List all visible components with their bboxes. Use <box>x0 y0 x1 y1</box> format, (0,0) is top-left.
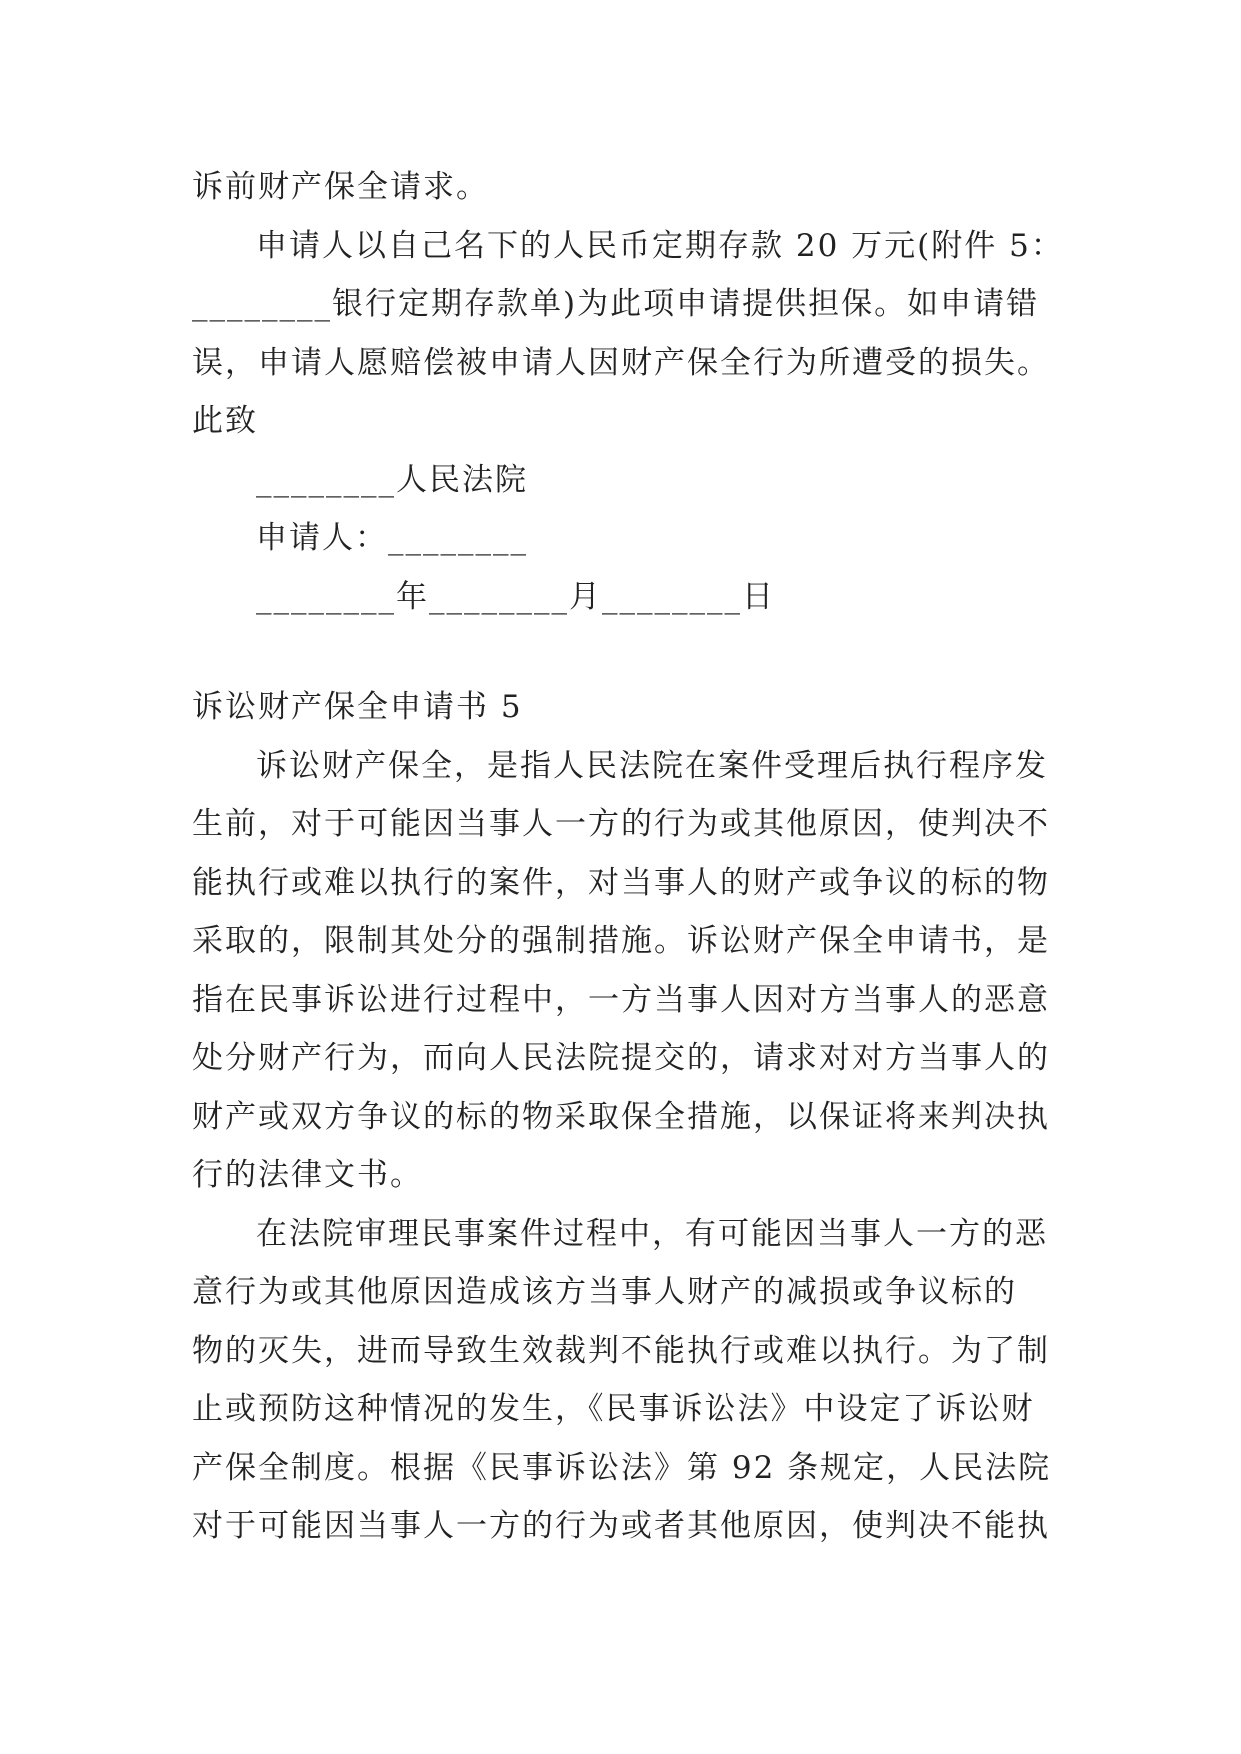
court-name: ________人民法院 <box>256 461 528 498</box>
paragraph-line: 诉讼财产保全，是指人民法院在案件受理后执行程序发 <box>256 747 1048 784</box>
paragraph-line: 止或预防这种情况的发生，《民事诉讼法》中设定了诉讼财 <box>192 1391 1035 1427</box>
paragraph-line: 对于可能因当事人一方的行为或者其他原因，使判决不能执 <box>192 1508 1050 1544</box>
paragraph-line: 采取的，限制其处分的强制措施。诉讼财产保全申请书，是 <box>192 923 1050 959</box>
paragraph-line: 处分财产行为，而向人民法院提交的，请求对对方当事人的 <box>192 1040 1050 1076</box>
section-title: 诉讼财产保全申请书 5 <box>192 689 523 725</box>
paragraph-line: 行的法律文书。 <box>192 1157 423 1193</box>
closing-salutation: 此致 <box>192 403 258 439</box>
paragraph-line: 误，申请人愿赔偿被申请人因财产保全行为所遭受的损失。 <box>192 344 1050 381</box>
paragraph-line: 在法院审理民事案件过程中，有可能因当事人一方的恶 <box>256 1215 1048 1252</box>
paragraph-line: 物的灭失，进而导致生效裁判不能执行或难以执行。为了制 <box>192 1332 1050 1369</box>
date-line: ________年________月________日 <box>256 578 775 615</box>
applicant-signature: 申请人：________ <box>256 520 528 556</box>
paragraph-line: 财产或双方争议的标的物采取保全措施，以保证将来判决执 <box>192 1098 1050 1135</box>
paragraph-line: ________银行定期存款单)为此项申请提供担保。如申请错 <box>192 286 1040 322</box>
paragraph-line: 意行为或其他原因造成该方当事人财产的减损或争议标的 <box>192 1274 1017 1310</box>
paragraph-line: 指在民事诉讼进行过程中，一方当事人因对方当事人的恶意 <box>192 981 1050 1018</box>
document-page <box>192 158 1072 1556</box>
paragraph-line: 产保全制度。根据《民事诉讼法》第 92 条规定，人民法院 <box>192 1449 1052 1486</box>
paragraph-line: 能执行或难以执行的案件，对当事人的财产或争议的标的物 <box>192 864 1050 901</box>
paragraph-line: 生前，对于可能因当事人一方的行为或其他原因，使判决不 <box>192 806 1050 842</box>
paragraph-line: 诉前财产保全请求。 <box>192 169 489 205</box>
paragraph-line: 申请人以自己名下的人民币定期存款 20 万元(附件 5： <box>256 227 1064 264</box>
